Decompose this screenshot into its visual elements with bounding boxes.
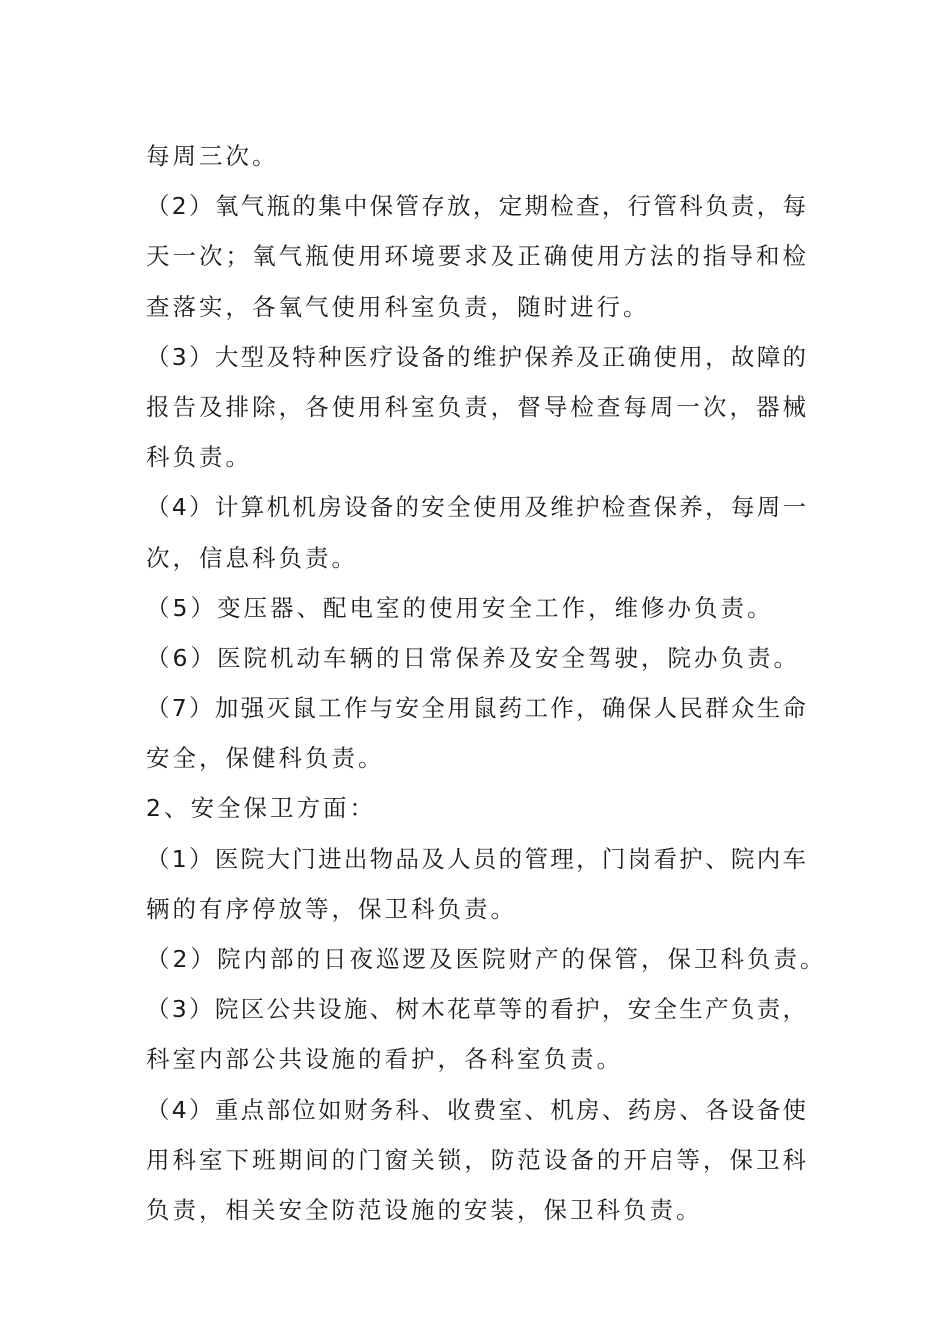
text-line: （7）加强灭鼠工作与安全用鼠药工作，确保人民群众生命: [146, 694, 806, 723]
text-line: 科室内部公共设施的看护，各科室负责。: [146, 1045, 623, 1074]
text-line: （3）院区公共设施、树木花草等的看护，安全生产负责，: [146, 995, 806, 1024]
text-line: 天一次；氧气瓶使用环境要求及正确使用方法的指导和检: [146, 242, 806, 271]
text-line: （6）医院机动车辆的日常保养及安全驾驶，院办负责。: [146, 643, 800, 672]
text-line: 科负责。: [146, 443, 252, 472]
document-body: [146, 131, 827, 1235]
text-line: （3）大型及特种医疗设备的维护保养及正确使用，故障的: [146, 342, 806, 371]
text-line: 安全，保健科负责。: [146, 744, 385, 773]
section-heading: 2、安全保卫方面：: [146, 794, 376, 823]
text-line: 每周三次。: [146, 142, 279, 170]
text-line: （5）变压器、配电室的使用安全工作，维修办负责。: [146, 593, 774, 622]
text-line: （2）氧气瓶的集中保管存放，定期检查，行管科负责，每: [146, 192, 806, 221]
text-line: （2）院内部的日夜巡逻及医院财产的保管，保卫科负责。: [146, 945, 827, 973]
text-line: 查落实，各氧气使用科室负责，随时进行。: [146, 292, 650, 321]
text-line: （1）医院大门进出物品及人员的管理，门岗看护、院内车: [146, 844, 806, 873]
text-line: （4）重点部位如财务科、收费室、机房、药房、各设备使: [146, 1095, 806, 1124]
text-line: （4）计算机机房设备的安全使用及维护检查保养，每周一: [146, 493, 806, 522]
text-line: 辆的有序停放等，保卫科负责。: [146, 894, 517, 923]
text-line: 报告及排除，各使用科室负责，督导检查每周一次，器械: [146, 392, 806, 421]
text-line: 用科室下班期间的门窗关锁，防范设备的开启等，保卫科: [146, 1145, 806, 1174]
text-line: 次，信息科负责。: [146, 543, 358, 572]
text-line: 负责，相关安全防范设施的安装，保卫科负责。: [146, 1195, 703, 1224]
